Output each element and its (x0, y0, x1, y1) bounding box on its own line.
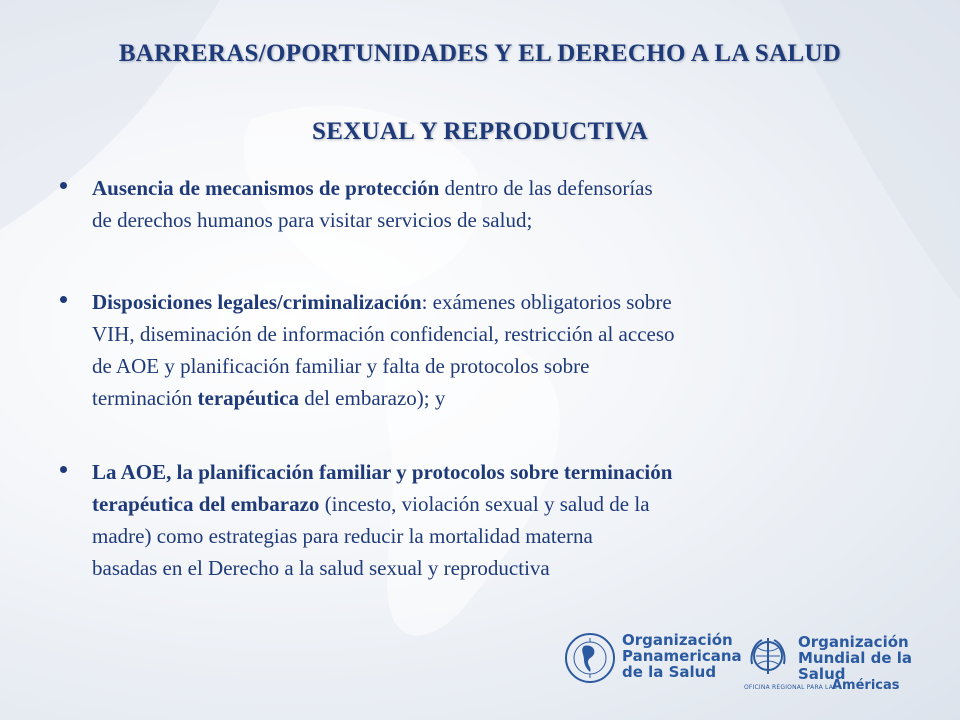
bullet-1-line2: de derechos humanos para visitar servicios de salud; (92, 208, 533, 232)
bullet-2-line4-bold: terapéutica (197, 386, 300, 410)
bullet-2-bold: Disposiciones legales/criminalización (92, 290, 422, 314)
who-region-label: Américas (832, 678, 900, 693)
who-emblem-icon (746, 634, 790, 678)
bullet-3-line1-bold: La AOE, la planificación familiar y protocolos sobre terminación (92, 460, 673, 484)
bullet-3-line2-rest: (incesto, violación sexual y salud de la (319, 492, 650, 516)
bullet-text-1 (92, 172, 912, 236)
bullet-2-line2: VIH, diseminación de información confidencial, restricción al acceso (92, 322, 675, 346)
bullet-text-2 (92, 286, 912, 414)
who-name-line-2: Mundial de la Salud (798, 649, 913, 683)
bullet-2-line4-rest: del embarazo); y (299, 386, 446, 410)
bullet-3-line3: madre) como estrategias para reducir la mortalidad materna (92, 524, 593, 548)
bullet-text-3 (92, 456, 912, 584)
bullet-dot (60, 182, 67, 189)
bullet-2-line1: : exámenes obligatorios sobre (421, 290, 672, 314)
bullet-1-bold: Ausencia de mecanismos de protección (92, 176, 440, 200)
paho-name-line-3: de la Salud (622, 663, 717, 681)
bullet-dot (60, 296, 67, 303)
bullet-2-line3: de AOE y planificación familiar y falta de protocolos sobre (92, 354, 590, 378)
bullet-dot (60, 466, 67, 473)
who-regional-label: OFICINA REGIONAL PARA LAS (744, 684, 838, 691)
who-name-line-1: Organización (798, 633, 909, 651)
bullet-3-line2-bold: terapéutica del embarazo (92, 492, 320, 516)
bullet-2-line4-pre: terminación (92, 386, 198, 410)
slide-title-line-2: SEXUAL Y REPRODUCTIVA (312, 118, 648, 145)
logo-area (560, 628, 940, 698)
bullet-1-line1: dentro de las defensorías (439, 176, 653, 200)
paho-emblem-icon (564, 632, 616, 684)
paho-name-line-2: Panamericana (622, 647, 742, 665)
paho-name-line-1: Organización (622, 631, 733, 649)
slide-title-line-1: BARRERAS/OPORTUNIDADES Y EL DERECHO A LA SALUD (118, 40, 842, 67)
bullet-3-line4: basadas en el Derecho a la salud sexual y reproductiva (92, 556, 550, 580)
